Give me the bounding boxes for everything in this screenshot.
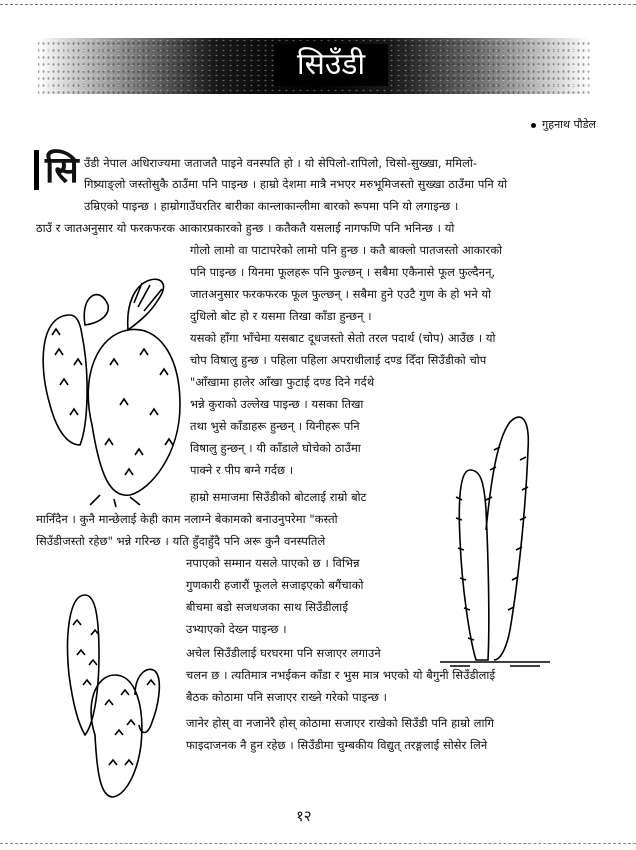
text-line: सिउँडीजस्तो रहेछ" भन्ने गरिन्छ । यति हुँदाहुँदै पनि अरू कुनै वनस्पतिले (36, 534, 326, 548)
text-line: जातअनुसार फरकफरक फूल फुल्छन् । सबैमा हुने एउटै गुण के हो भने यो (190, 287, 492, 301)
drop-cap-letter: सि (45, 150, 79, 191)
text-line: अचेल सिउँडीलाई घरघरमा पनि सजाएर लगाउने (186, 646, 381, 660)
text-line: भन्ने कुराको उल्लेख पाइन्छ । यसका तिखा (190, 397, 364, 411)
page-title: सिउँडी (274, 44, 388, 86)
text-line: जानेर होस् वा नजानेरै होस् कोठामा सजाएर राखेको सिउँडी पनि हाम्रो लागि (186, 716, 494, 730)
text-line: नपाएको सम्मान यसले पाएको छ । विभिन्न (186, 556, 360, 570)
text-line: पाक्ने र पीप बग्ने गर्दछ । (190, 463, 294, 477)
text-line: उभ्याएको देख्न पाइन्छ । (186, 622, 287, 636)
text-line: चोप विषालु हुन्छ । पहिला पहिला अपराधीलाई दण्ड दिँदा सिउँडीको चोप (190, 353, 487, 367)
cactus-illustration-columnar (430, 410, 560, 670)
author-byline (531, 117, 596, 132)
title-banner (38, 38, 590, 94)
text-line: गिष्र्याङ्लो जस्तोसुकै ठाउँमा पनि पाइन्छ । हाम्रो देशमा मात्रै नभएर मरुभूमिजस्तो सुख्खा ठाउँमा पनि यो (84, 177, 508, 191)
text-line: चलन छ । त्यतिमात्र नभईकन काँडा र भुस मात्र भएको यो बैगुनी सिउँडीलाई (186, 668, 496, 682)
top-dashed-rule (0, 4, 636, 6)
cactus-illustration-flowering (30, 255, 192, 510)
text-line: हाम्रो समाजमा सिउँडीको बोटलाई राम्रो बोट (190, 490, 367, 504)
text-line: तथा भुसे काँडाहरू हुन्छन् । यिनीहरू पनि (190, 419, 360, 433)
text-line: गोलो लामो वा पाटापरेको लामो पनि हुन्छ । कतै बाक्लो पातजस्तो आकारको (190, 243, 503, 257)
text-line: दुधिलो बोट हो र यसमा तिखा काँडा हुन्छन् । (190, 309, 372, 323)
text-line: गुणकारी हजारौं फूलले सजाइएको बगैंचाको (186, 578, 364, 592)
text-line: फाइदाजनक नै हुन रहेछ । सिउँडीमा चुम्बकीय विद्युत् तरङ्गलाई सोसेर लिने (186, 738, 488, 752)
text-line: बैठक कोठामा पनि सजाएर राख्ने गरेको पाइन्छ । (186, 690, 388, 704)
text-line: विषालु हुन्छन् । यी काँडाले घोचेको ठाउँमा (190, 441, 361, 455)
text-line: पनि पाइन्छ । यिनमा फूलहरू पनि फुल्छन् । सबैमा एकैनासे फूल फुल्दैनन्, (190, 265, 496, 279)
text-line: ठाउँ र जातअनुसार यो फरकफरक आकारप्रकारको हुन्छ । कतैकतै यसलाई नागफणि पनि भनिन्छ । यो (36, 221, 455, 235)
page-number: १२ (296, 807, 312, 825)
text-line: "आँखामा हालेर आँखा फुटाई दण्ड दिने गर्दथे (190, 375, 375, 389)
bullet-icon (531, 123, 536, 128)
author-name: गुहनाथ पौडेल (542, 118, 596, 131)
text-line: यसको हाँगा भाँचेमा यसबाट दूधजस्तो सेतो तरल पदार्थ (चोप) आउँछ । यो (190, 331, 496, 345)
text-line: मानिँदैन । कुनै मान्छेलाई केही काम नलाग्ने बेकामको बनाउनुपरेमा "कस्तो (36, 512, 338, 526)
bottom-dashed-rule (0, 843, 636, 844)
cactus-illustration-pads (55, 585, 175, 803)
drop-cap (34, 150, 77, 190)
text-line: उम्रिएको पाइन्छ । हाम्रोगाउँघरतिर बारीका कान्लाकान्लीमा बारको रूपमा पनि यो लगाइन्छ । (84, 199, 459, 213)
text-line: उँडी नेपाल अधिराज्यमा जताजतै पाइने वनस्पति हो । यो सेपिलो-रापिलो, चिसो-सुख्खा, ममिलो- (84, 156, 478, 170)
text-line: बीचमा बडो सजधजका साथ सिउँडीलाई (186, 600, 349, 614)
